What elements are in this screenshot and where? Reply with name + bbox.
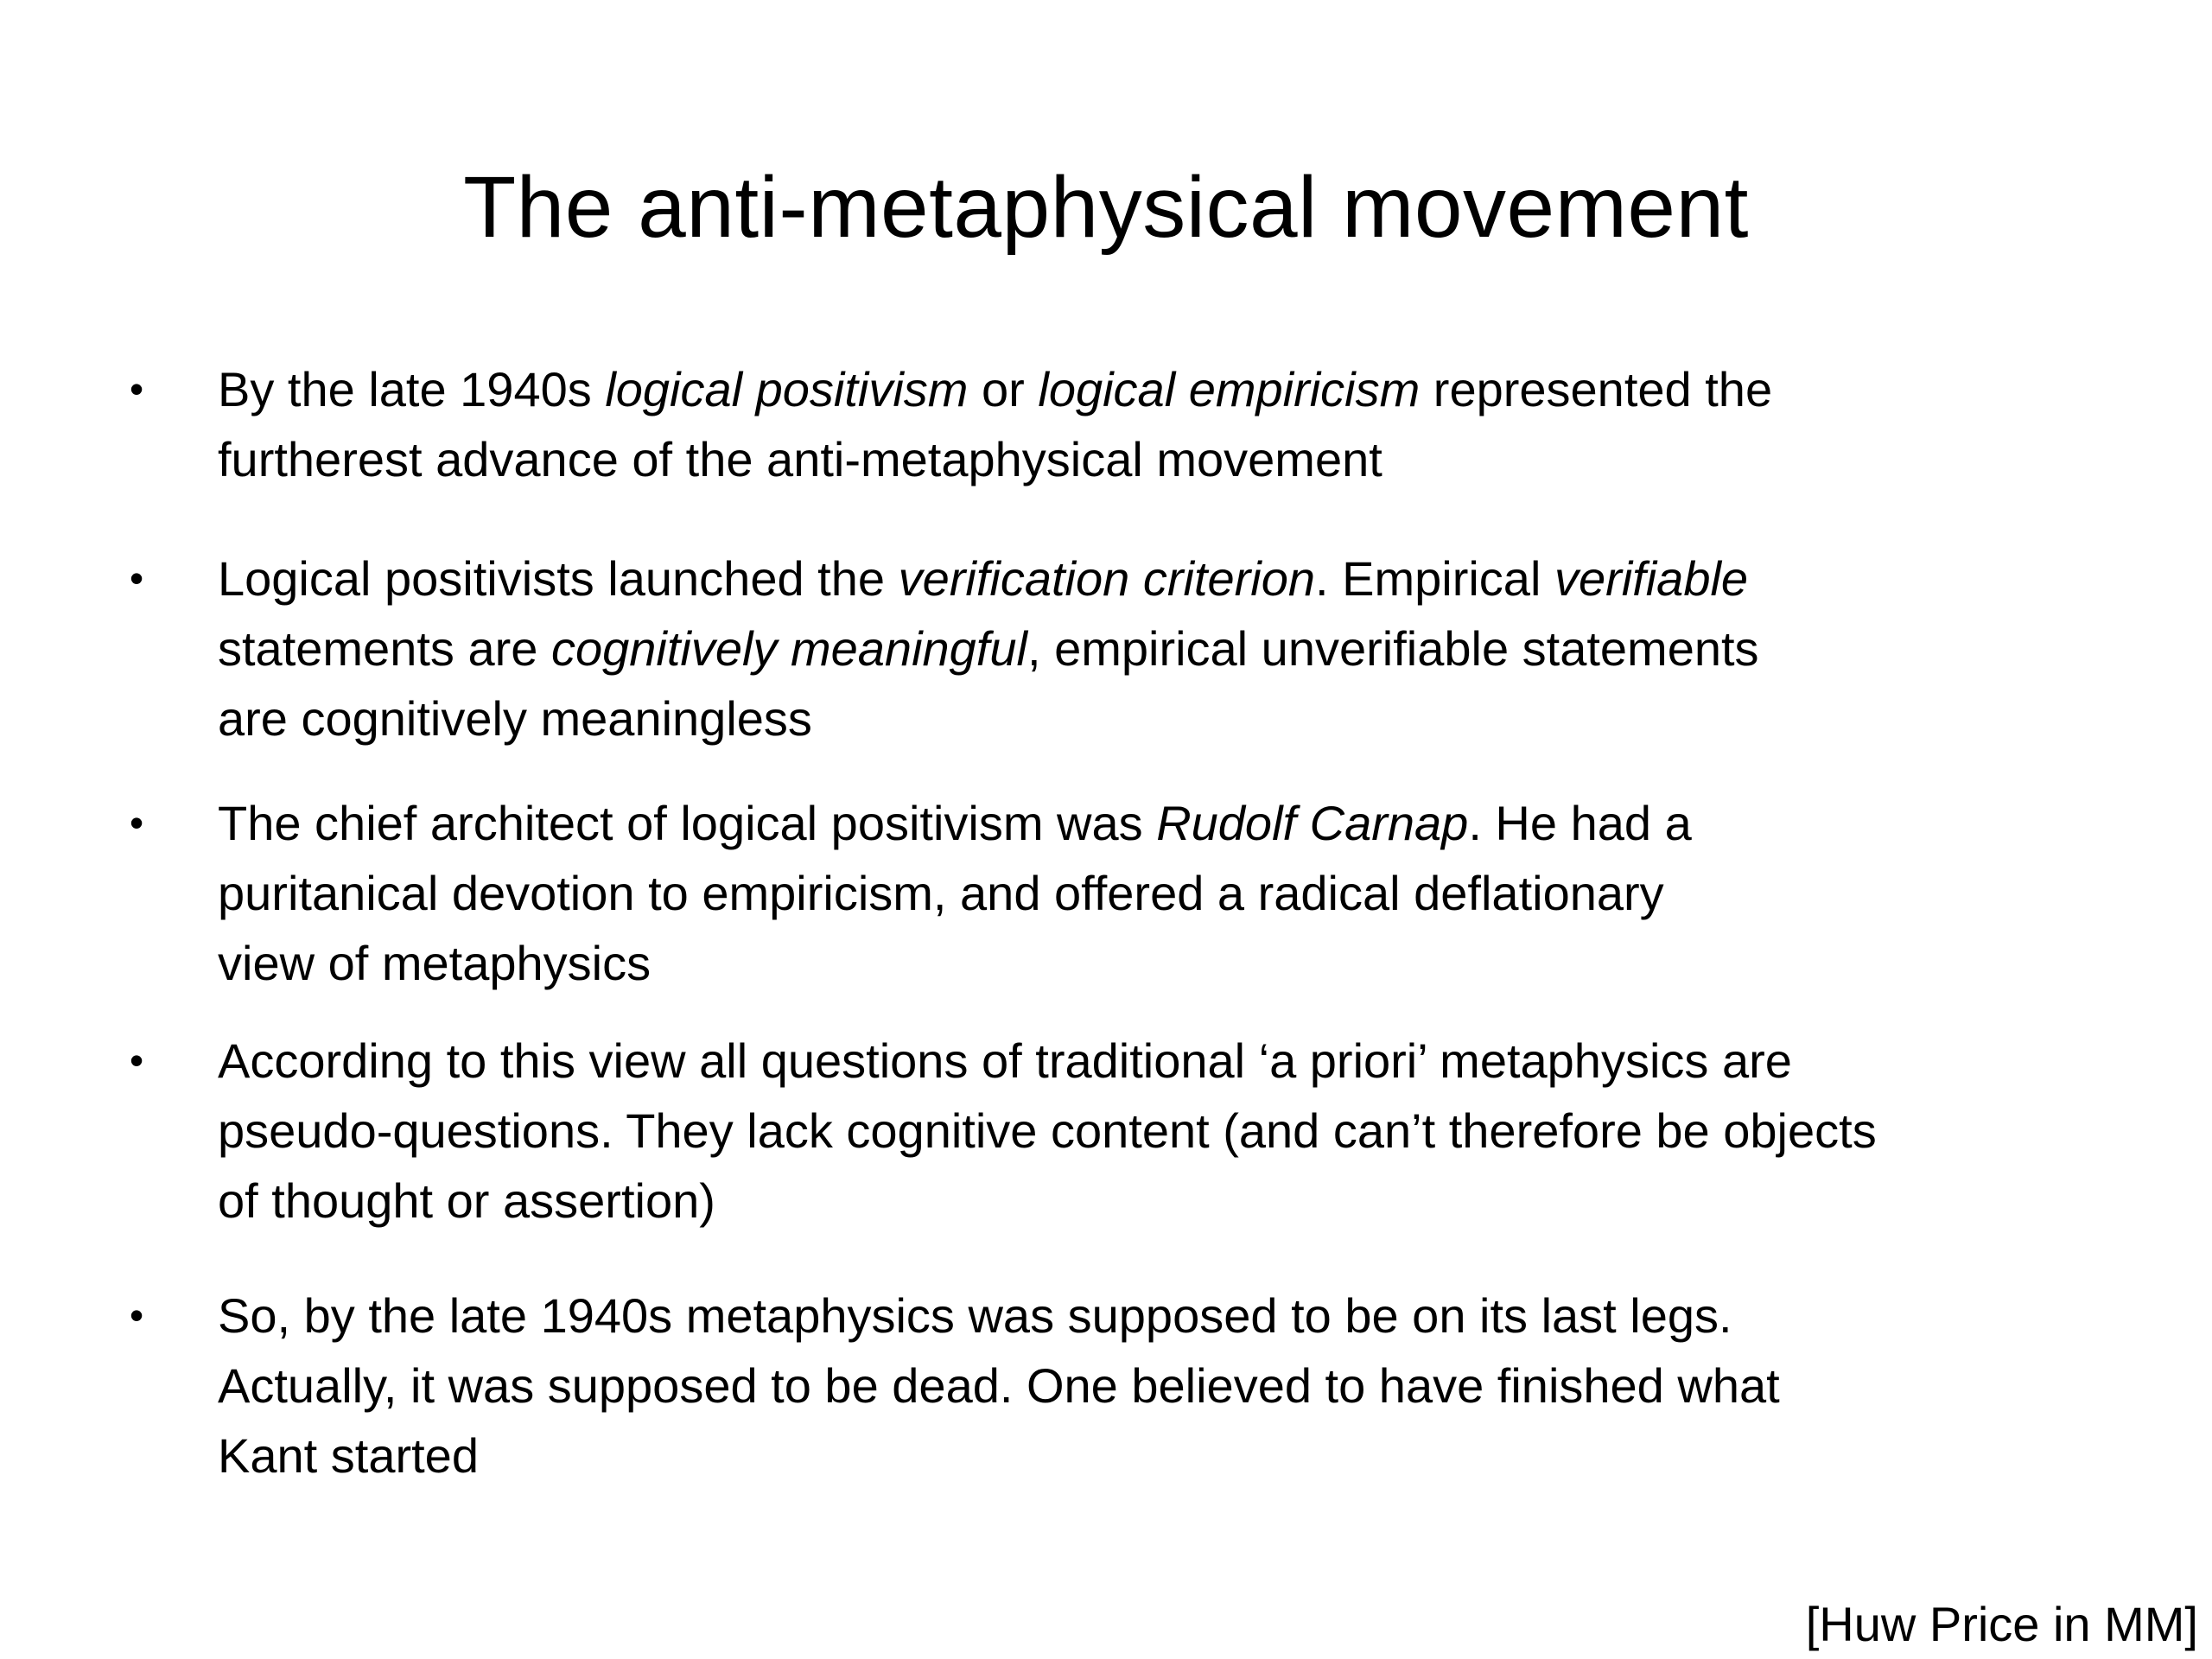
bullet-text-3 [218, 796, 1692, 990]
text-run: statements are [218, 621, 551, 676]
bullet-text-1 [218, 362, 1772, 486]
bullet-list [130, 354, 2117, 1491]
slide-title: The anti-metaphysical movement [463, 159, 1749, 256]
italic-term: cognitively meaningful [550, 621, 1027, 676]
text-run: view of metaphysics [218, 936, 652, 990]
italic-term: verifiable [1554, 551, 1749, 606]
text-run: Kant started [218, 1428, 479, 1483]
italic-term: logical empiricism [1038, 362, 1421, 416]
attribution: [Huw Price in MM] [1805, 1597, 2198, 1651]
text-run: According to this view all questions of traditional ‘a priori’ metaphysics are [218, 1033, 1792, 1088]
text-run: . He had a [1468, 796, 1692, 850]
bullet-item-5 [130, 1281, 2117, 1491]
italic-term: verification criterion [898, 551, 1315, 606]
text-run: of thought or assertion) [218, 1173, 715, 1228]
text-run: or [968, 362, 1039, 416]
bullet-item-3 [130, 788, 2117, 998]
text-run: puritanical devotion to empiricism, and offered a radical deflationary [218, 866, 1664, 920]
bullet-text-4 [218, 1033, 1877, 1228]
bullet-glyph: • [130, 366, 144, 411]
italic-term: Rudolf Carnap [1156, 796, 1469, 850]
bullet-item-4 [130, 1026, 2117, 1236]
text-run: Actually, it was supposed to be dead. One believed to have finished what [218, 1358, 1780, 1413]
text-run: . Empirical [1315, 551, 1554, 606]
bullet-glyph: • [130, 1293, 144, 1338]
text-run: So, by the late 1940s metaphysics was supposed to be on its last legs. [218, 1288, 1732, 1343]
text-run: furtherest advance of the anti-metaphysical movement [218, 432, 1382, 486]
text-run: Logical positivists launched the [218, 551, 899, 606]
bullet-glyph: • [130, 800, 144, 845]
bullet-text-2 [218, 551, 1759, 746]
italic-term: logical positivism [605, 362, 969, 416]
text-run: By the late 1940s [218, 362, 606, 416]
bullet-glyph: • [130, 1038, 144, 1083]
text-run: The chief architect of logical positivism was [218, 796, 1157, 850]
bullet-text-5 [218, 1288, 1780, 1483]
text-run: are cognitively meaningless [218, 691, 812, 746]
bullet-item-2 [130, 543, 2117, 753]
text-run: pseudo-questions. They lack cognitive content (and can’t therefore be objects [218, 1103, 1877, 1158]
text-run: , empirical unverifiable statements [1027, 621, 1759, 676]
bullet-item-1 [130, 354, 2117, 494]
text-run: represented the [1420, 362, 1773, 416]
bullet-glyph: • [130, 556, 144, 601]
